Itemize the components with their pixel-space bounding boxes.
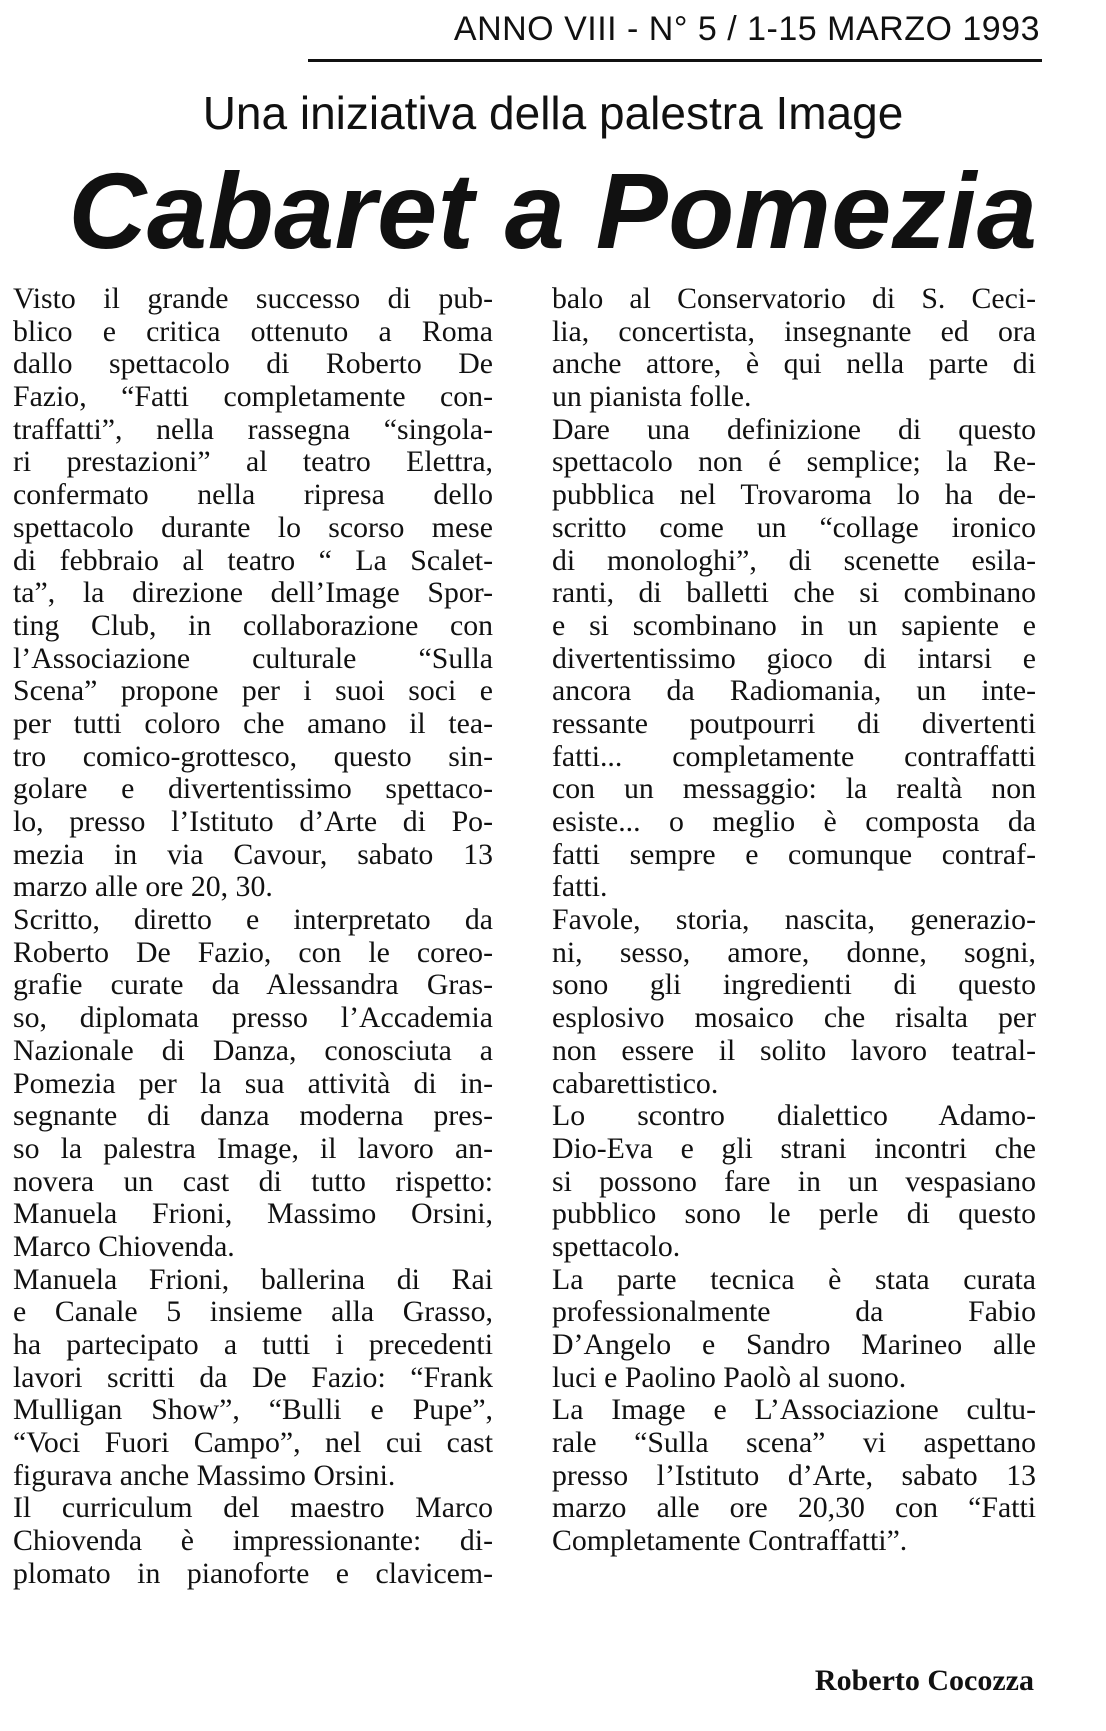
article-text-line: ri prestazioni” al teatro Elettra,: [13, 445, 493, 479]
article-text-line: La parte tecnica è stata curata: [552, 1262, 1036, 1296]
article-text-line: so, diplomata presso l’Accademia: [13, 1001, 493, 1035]
article-text-line: di monologhi”, di scenette esila-: [552, 543, 1036, 577]
article-text-line: marzo alle ore 20,30 con “Fatti: [552, 1491, 1036, 1525]
article-text-line: anche attore, è qui nella parte di: [552, 347, 1036, 381]
article-text-line: segnante di danza moderna pres-: [13, 1099, 493, 1133]
article-text-line: D’Angelo e Sandro Marineo alle: [552, 1328, 1036, 1361]
article-text-line: Favole, storia, nascita, generazio-: [552, 903, 1036, 937]
article-text-line: plomato in pianoforte e clavicem-: [13, 1556, 493, 1590]
article-text-line: Manuela Frioni, Massimo Orsini,: [13, 1197, 493, 1231]
article-text-line: dallo spettacolo di Roberto De: [13, 347, 493, 381]
article-text-line: Chiovenda è impressionante: di-: [13, 1524, 493, 1558]
article-text-line: ni, sesso, amore, donne, sogni,: [552, 935, 1036, 969]
article-text-line: ting Club, in collaborazione con: [13, 608, 493, 642]
article-kicker: Una iniziativa della palestra Image: [202, 87, 904, 139]
article-text-line: lo, presso l’Istituto d’Arte di Po-: [13, 805, 493, 838]
article-text-line: per tutti coloro che amano il tea-: [13, 706, 493, 740]
article-text-line: Mulligan Show”, “Bulli e Pupe”,: [13, 1393, 493, 1427]
article-text-line: con un messaggio: la realtà non: [552, 772, 1036, 806]
article-text-line: blico e critica ottenuto a Roma: [13, 314, 493, 348]
article-text-line: non essere il solito lavoro teatral-: [552, 1033, 1036, 1067]
article-text-line: “Voci Fuori Campo”, nel cui cast: [13, 1426, 493, 1460]
article-text-line: Dio-Eva e gli strani incontri che: [552, 1131, 1036, 1165]
issue-date-line: ANNO VIII - N° 5 / 1-15 MARZO 1993: [453, 10, 1040, 48]
article-text-line: di febbraio al teatro “ La Scalet-: [13, 543, 493, 577]
article-text-line: scritto come un “collage ironico: [552, 510, 1036, 544]
article-text-line: Pomezia per la sua attività di in-: [13, 1066, 493, 1100]
article-text-line: fatti.: [552, 870, 608, 904]
article-text-line: figurava anche Massimo Orsini.: [13, 1458, 396, 1492]
article-text-line: e Canale 5 insieme alla Grasso,: [13, 1295, 493, 1329]
article-text-line: Scritto, diretto e interpretato da: [13, 903, 493, 937]
article-text-line: so la palestra Image, il lavoro an-: [13, 1131, 493, 1165]
article-text-line: presso l’Istituto d’Arte, sabato 13: [552, 1458, 1036, 1492]
article-text-line: Nazionale di Danza, conosciuta a: [13, 1033, 493, 1067]
article-text-line: sono gli ingredienti di questo: [552, 968, 1036, 1002]
article-text-line: fatti... completamente contraffatti: [552, 739, 1036, 773]
article-text-line: confermato nella ripresa dello: [13, 478, 493, 512]
article-text-line: ancora da Radiomania, un inte-: [552, 674, 1036, 708]
article-text-line: golare e divertentissimo spettaco-: [13, 772, 493, 806]
article-text-line: un pianista folle.: [552, 380, 752, 414]
article-text-line: Lo scontro dialettico Adamo-: [552, 1099, 1036, 1133]
article-text-line: lia, concertista, insegnante ed ora: [552, 314, 1036, 348]
article-text-line: Il curriculum del maestro Marco: [13, 1491, 493, 1525]
article-text-line: grafie curate da Alessandra Gras-: [13, 968, 493, 1002]
article-text-line: Fazio, “Fatti completamente con-: [13, 380, 493, 414]
article-text-line: Roberto De Fazio, con le coreo-: [13, 935, 493, 969]
article-text-line: Completamente Contraffatti”.: [552, 1524, 908, 1558]
article-text-line: esplosivo mosaico che risalta per: [552, 1001, 1036, 1035]
top-rule-divider: [308, 59, 1042, 62]
article-text-line: balo al Conservatorio di S. Ceci-: [552, 282, 1036, 315]
article-column-right: [552, 283, 1036, 1558]
article-text-line: ressante poutpourri di divertenti: [552, 706, 1036, 740]
article-text-line: La Image e L’Associazione cultu-: [552, 1393, 1036, 1427]
article-text-line: e si scombinano in un sapiente e: [552, 608, 1036, 642]
article-text-line: Marco Chiovenda.: [13, 1229, 235, 1263]
article-text-line: luci e Paolino Paolò al suono.: [552, 1360, 907, 1394]
article-text-line: Scena” propone per i suoi soci e: [13, 674, 493, 708]
article-text-line: esiste... o meglio è composta da: [552, 805, 1036, 838]
article-text-line: rale “Sulla scena” vi aspettano: [552, 1426, 1036, 1460]
article-text-line: pubblico sono le perle di questo: [552, 1197, 1036, 1231]
article-text-line: lavori scritti da De Fazio: “Frank: [13, 1360, 493, 1394]
article-text-line: spettacolo durante lo scorso mese: [13, 510, 493, 544]
article-text-line: spettacolo.: [552, 1229, 681, 1263]
article-text-line: Dare una definizione di questo: [552, 412, 1036, 446]
article-text-line: marzo alle ore 20, 30.: [13, 870, 273, 904]
article-text-line: Manuela Frioni, ballerina di Rai: [13, 1262, 493, 1296]
article-text-line: fatti sempre e comunque contraf-: [552, 837, 1036, 871]
article-text-line: pubblica nel Trovaroma lo ha de-: [552, 478, 1036, 512]
article-text-line: mezia in via Cavour, sabato 13: [13, 837, 493, 871]
article-byline: Roberto Cocozza: [814, 1664, 1034, 1697]
article-text-line: si possono fare in un vespasiano: [552, 1164, 1036, 1198]
article-column-left: [13, 283, 493, 1591]
article-text-line: novera un cast di tutto rispetto:: [13, 1164, 493, 1198]
article-text-line: divertentissimo gioco di intarsi e: [552, 641, 1036, 675]
article-headline: Cabaret a Pomezia: [68, 150, 1038, 271]
article-text-line: professionalmente da Fabio: [552, 1295, 1036, 1329]
article-text-line: ranti, di balletti che si combinano: [552, 576, 1036, 610]
article-text-line: cabarettistico.: [552, 1066, 719, 1100]
article-text-line: ta”, la direzione dell’Image Spor-: [13, 576, 493, 610]
article-text-line: Visto il grande successo di pub-: [13, 282, 493, 315]
article-text-line: tro comico-grottesco, questo sin-: [13, 739, 493, 773]
article-text-line: l’Associazione culturale “Sulla: [13, 641, 493, 675]
article-text-line: spettacolo non é semplice; la Re-: [552, 445, 1036, 479]
article-text-line: traffatti”, nella rassegna “singola-: [13, 412, 493, 446]
article-text-line: ha partecipato a tutti i precedenti: [13, 1328, 493, 1361]
